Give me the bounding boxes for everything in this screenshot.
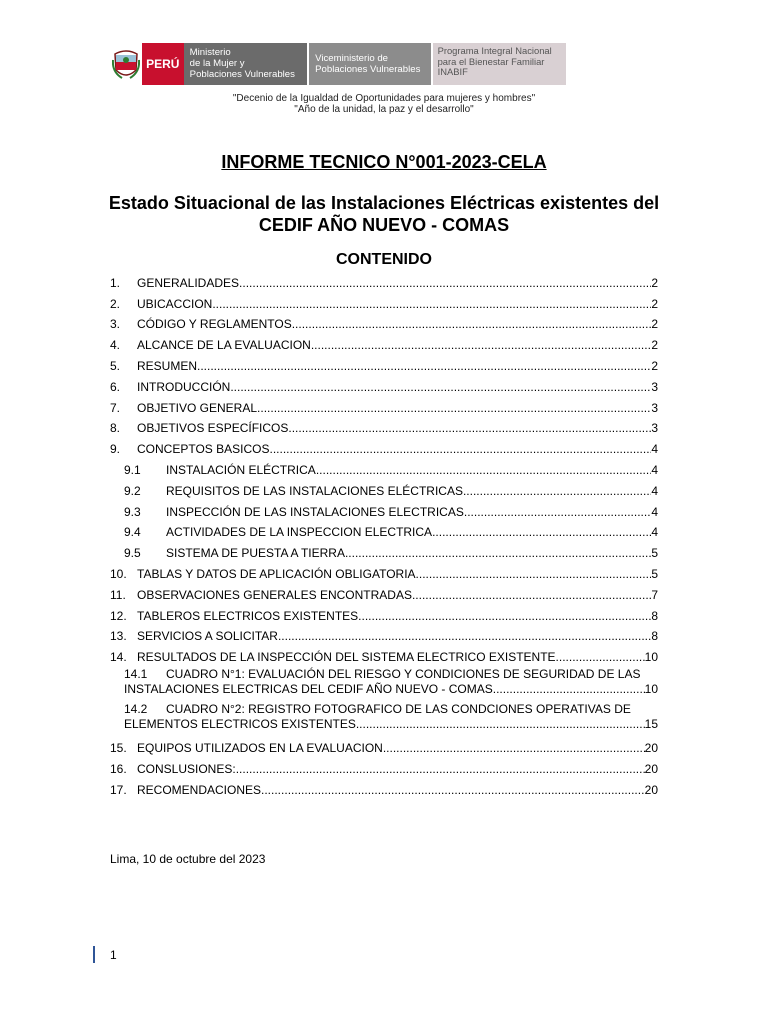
toc-entry[interactable] <box>110 560 658 581</box>
program-label <box>433 43 566 85</box>
toc-page: 4 <box>651 525 658 540</box>
toc-page: 10 <box>644 682 658 697</box>
toc-leader <box>292 317 652 331</box>
toc-title: INSPECCIÓN DE LAS INSTALACIONES ELECTRICAS <box>166 504 464 519</box>
toc-entry[interactable] <box>110 290 658 311</box>
toc-entry[interactable] <box>110 623 658 644</box>
toc-entry[interactable] <box>110 394 658 415</box>
toc-page: 4 <box>651 504 658 519</box>
toc-leader <box>212 297 651 311</box>
ministry-label <box>184 43 307 85</box>
toc-title: CÓDIGO Y REGLAMENTOS <box>137 317 292 332</box>
toc-title: TABLEROS ELECTRICOS EXISTENTES <box>137 608 359 623</box>
toc-title: CUADRO N°2: REGISTRO FOTOGRAFICO DE LAS CONDCIONES OPERATIVAS DE <box>166 702 631 717</box>
toc-number: 9.5 <box>124 546 141 561</box>
peru-label: PERÚ <box>142 43 184 85</box>
toc-leader <box>356 717 645 732</box>
toc-leader <box>257 401 651 415</box>
toc-title: INSTALACIÓN ELÉCTRICA <box>166 462 316 477</box>
toc-subentry[interactable] <box>110 498 658 519</box>
toc-number: 9.4 <box>124 525 141 540</box>
toc-leader <box>464 505 651 519</box>
toc-entry[interactable] <box>110 415 658 436</box>
toc-subentry[interactable] <box>110 699 658 734</box>
toc-number: 4. <box>110 338 121 353</box>
toc-title: CONCEPTOS BASICOS <box>137 442 270 457</box>
subtitle-line: Estado Situacional de las Instalaciones Eléctricas existentes del <box>108 193 660 213</box>
toc-leader <box>463 484 651 498</box>
toc-title: UBICACCION <box>137 296 213 311</box>
toc-entry[interactable] <box>110 373 658 394</box>
toc-number: 12. <box>110 608 127 623</box>
toc-title: RESULTADOS DE LA INSPECCIÓN DEL SISTEMA ELECTRICO EXISTENTE <box>137 650 556 665</box>
toc-leader <box>358 609 651 623</box>
viceministry-label <box>309 43 430 85</box>
toc-title: INTRODUCCIÓN <box>137 379 231 394</box>
header-logo-banner <box>110 43 566 85</box>
report-title: INFORME TECNICO N°001-2023-CELA <box>221 152 547 172</box>
toc-number: 6. <box>110 379 121 394</box>
toc-title: RECOMENDACIONES <box>137 782 262 797</box>
toc-leader <box>230 380 651 394</box>
ministry-line: de la Mujer y <box>189 58 245 69</box>
toc-leader <box>239 276 651 290</box>
toc-leader <box>383 741 645 755</box>
ministry-line: Poblaciones Vulnerables <box>189 69 295 80</box>
toc-number: 13. <box>110 629 127 644</box>
toc-page: 4 <box>651 442 658 457</box>
toc-title: OBJETIVO GENERAL <box>137 400 258 415</box>
toc-title: RESUMEN <box>137 358 198 373</box>
toc-page: 8 <box>651 608 658 623</box>
toc-entry[interactable] <box>110 311 658 332</box>
toc-subentry[interactable] <box>110 477 658 498</box>
toc-number: 16. <box>110 761 127 776</box>
toc-page: 2 <box>651 338 658 353</box>
subtitle-line: CEDIF AÑO NUEVO - COMAS <box>258 215 510 235</box>
toc-title: TABLAS Y DATOS DE APLICACIÓN OBLIGATORIA <box>137 566 416 581</box>
toc-number: 9.1 <box>124 462 141 477</box>
toc-number: 3. <box>110 317 121 332</box>
toc-number: 17. <box>110 782 127 797</box>
header-mottos <box>0 93 768 115</box>
toc-number: 1. <box>110 275 121 290</box>
toc-title: REQUISITOS DE LAS INSTALACIONES ELÉCTRICAS <box>166 483 463 498</box>
toc-leader <box>316 463 652 477</box>
toc-title: CONSLUSIONES: <box>137 761 236 776</box>
toc-leader <box>345 546 651 560</box>
toc-leader <box>412 588 651 602</box>
toc-entry[interactable] <box>110 269 658 290</box>
toc-leader <box>416 567 652 581</box>
toc-page: 3 <box>651 400 658 415</box>
toc-leader <box>493 682 645 697</box>
toc-leader <box>278 629 651 643</box>
toc-number: 9. <box>110 442 121 457</box>
toc-title: GENERALIDADES <box>137 275 240 290</box>
toc-number: 2. <box>110 296 121 311</box>
toc-number: 10. <box>110 566 127 581</box>
toc-number: 14. <box>110 650 127 665</box>
toc-subentry[interactable] <box>110 456 658 477</box>
toc-page: 4 <box>651 483 658 498</box>
toc-leader <box>197 359 651 373</box>
toc-title-continued: INSTALACIONES ELECTRICAS DEL CEDIF AÑO NUEVO - COMAS <box>124 682 493 697</box>
toc-page: 2 <box>651 296 658 311</box>
motto-year: "Año de la unidad, la paz y el desarrollo" <box>294 104 474 115</box>
toc-subentry[interactable] <box>110 519 658 540</box>
toc-entry[interactable] <box>110 581 658 602</box>
toc-page: 5 <box>651 566 658 581</box>
report-subtitle <box>100 192 668 236</box>
toc-number: 7. <box>110 400 121 415</box>
toc-title: OBSERVACIONES GENERALES ENCONTRADAS <box>137 587 412 602</box>
toc-page: 2 <box>651 317 658 332</box>
toc-entry[interactable] <box>110 755 658 776</box>
toc-number: 14.1 <box>124 667 148 682</box>
toc-leader <box>236 762 645 776</box>
toc-page: 5 <box>651 546 658 561</box>
toc-leader <box>288 421 651 435</box>
toc-entry[interactable] <box>110 643 658 664</box>
toc-entry[interactable] <box>110 776 658 797</box>
toc-number: 8. <box>110 421 121 436</box>
toc-page: 20 <box>644 740 658 755</box>
toc-number: 9.2 <box>124 483 141 498</box>
toc-page: 10 <box>644 650 658 665</box>
page-margin-marker <box>93 946 95 963</box>
toc-leader <box>432 525 651 539</box>
toc-page: 2 <box>651 275 658 290</box>
toc-leader <box>311 338 651 352</box>
toc-title: CUADRO N°1: EVALUACIÓN DEL RIESGO Y CONDICIONES DE SEGURIDAD DE LAS <box>166 667 641 682</box>
motto-decenio: "Decenio de la Igualdad de Oportunidades para mujeres y hombres" <box>232 93 536 104</box>
toc-subentry[interactable] <box>110 664 658 699</box>
contents-heading: CONTENIDO <box>336 251 432 268</box>
toc-page: 8 <box>651 629 658 644</box>
toc-title: SERVICIOS A SOLICITAR <box>137 629 278 644</box>
vice-line: Viceministerio de <box>315 53 389 64</box>
peru-coat-of-arms-icon <box>110 43 142 85</box>
toc-page: 15 <box>644 717 658 732</box>
toc-entry[interactable] <box>110 435 658 456</box>
program-line: Programa Integral Nacional <box>437 45 552 56</box>
toc-number: 14.2 <box>124 702 148 717</box>
toc-entry[interactable] <box>110 734 658 755</box>
toc-page: 20 <box>644 782 658 797</box>
toc-leader <box>261 783 645 797</box>
toc-entry[interactable] <box>110 331 658 352</box>
toc-page: 3 <box>651 379 658 394</box>
toc-entry[interactable] <box>110 602 658 623</box>
toc-title: EQUIPOS UTILIZADOS EN LA EVALUACION <box>137 740 383 755</box>
toc-page: 3 <box>651 421 658 436</box>
toc-title: ALCANCE DE LA EVALUACION <box>137 338 311 353</box>
toc-page: 20 <box>644 761 658 776</box>
page-number: 1 <box>110 948 117 962</box>
ministry-line: Ministerio <box>189 47 231 58</box>
toc-page: 2 <box>651 358 658 373</box>
toc-title-continued: ELEMENTOS ELECTRICOS EXISTENTES <box>124 717 356 732</box>
vice-line: Poblaciones Vulnerables <box>315 64 421 75</box>
toc-title: ACTIVIDADES DE LA INSPECCION ELECTRICA <box>166 525 433 540</box>
program-line: para el Bienestar Familiar <box>437 55 545 67</box>
toc-title: OBJETIVOS ESPECÍFICOS <box>137 421 289 436</box>
toc-number: 15. <box>110 740 127 755</box>
toc-leader <box>556 650 645 664</box>
program-line: INABIF <box>437 66 468 77</box>
toc-page: 7 <box>651 587 658 602</box>
document-date: Lima, 10 de octubre del 2023 <box>110 852 266 866</box>
toc-entry[interactable] <box>110 352 658 373</box>
toc-number: 5. <box>110 358 121 373</box>
table-of-contents <box>110 269 658 797</box>
toc-number: 11. <box>110 587 126 602</box>
toc-number: 9.3 <box>124 504 141 519</box>
toc-title: SISTEMA DE PUESTA A TIERRA <box>166 546 345 561</box>
toc-leader <box>269 442 651 456</box>
toc-page: 4 <box>651 462 658 477</box>
toc-subentry[interactable] <box>110 539 658 560</box>
